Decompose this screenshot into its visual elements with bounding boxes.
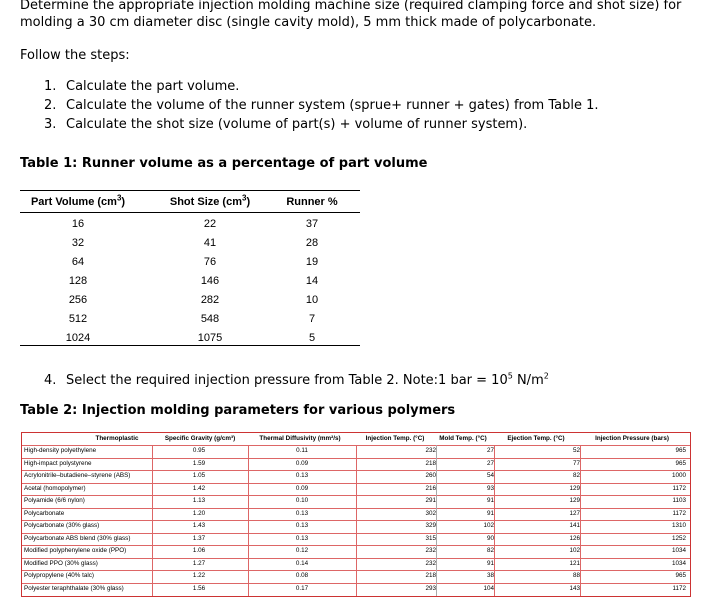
polymer-name: Acetal (homopolymer) <box>24 484 86 492</box>
polymer-name: Polycarbonate ABS blend (30% glass) <box>24 534 131 542</box>
polymer-name: Polypropylene (40% talc) <box>24 572 95 579</box>
runner-volume-table <box>20 190 360 346</box>
table2-cell: 1.22 <box>192 572 206 579</box>
table2-cell: 1.43 <box>192 522 206 529</box>
table2-cell: 0.95 <box>192 447 206 454</box>
table1-cell: 28 <box>305 237 319 249</box>
table2-cell: 1.13 <box>192 497 206 504</box>
follow-steps-label: Follow the steps: <box>20 48 130 63</box>
header-shot-size: Shot Size $(cm^3)$ <box>169 193 251 208</box>
table2-cell: 965 <box>675 572 686 579</box>
table1-cell: 7 <box>308 313 316 325</box>
table1-cell: 5 <box>308 332 316 344</box>
table1-cell: 19 <box>305 256 319 268</box>
table2-cell: 293 <box>425 584 436 592</box>
injection-parameters-table <box>21 432 691 597</box>
table2-cell: 91 <box>486 509 494 517</box>
table2-cell: 1103 <box>672 497 686 504</box>
table2-cell: 126 <box>569 534 580 542</box>
table2-cell: 91 <box>486 559 494 567</box>
table2-cell: 0.13 <box>295 472 309 479</box>
table2-cell: 1.42 <box>192 484 206 492</box>
table2-cell: 1034 <box>671 559 686 567</box>
table2-cell: 52 <box>572 447 580 454</box>
table2-cell: 82 <box>486 547 494 554</box>
column-divider <box>356 445 357 596</box>
table2-cell: 0.13 <box>295 522 309 529</box>
table2-cell: 1.56 <box>192 584 206 592</box>
header-part-volume: Part Volume $(cm^3)$ <box>30 193 126 208</box>
table2-header-cell: Injection Temp. (°C) <box>365 435 425 442</box>
table2-header-cell: Injection Pressure (bars) <box>595 435 669 442</box>
table2-cell: 0.09 <box>295 484 309 492</box>
table2-cell: 1310 <box>671 522 686 529</box>
table1-caption: Table 1: Runner volume as a percentage of part volume <box>20 156 428 171</box>
table2-cell: 93 <box>486 484 494 492</box>
step-item <box>44 78 239 95</box>
table2-cell: 218 <box>425 459 436 467</box>
table2-cell: 1.05 <box>192 472 206 479</box>
table2-cell: 232 <box>425 447 436 454</box>
polymer-name: Modified polyphenylene oxide (PPO) <box>24 547 127 554</box>
table2-cell: 0.09 <box>295 459 309 467</box>
table1-cell: 256 <box>68 294 88 306</box>
table2-cell: 302 <box>425 509 436 517</box>
table2-cell: 1172 <box>672 484 686 492</box>
table2-header-row <box>22 433 690 445</box>
table2-cell: 1034 <box>671 547 686 554</box>
polymer-name: Polycarbonate <box>24 509 65 517</box>
table2-caption: Table 2: Injection molding parameters for various polymers <box>20 403 456 418</box>
table1-cell: 32 <box>71 237 85 249</box>
step-item <box>44 97 599 114</box>
polymer-name: Polyamide (6/6 nylon) <box>24 497 85 504</box>
table2-cell: 27 <box>486 447 494 454</box>
column-divider <box>436 445 437 596</box>
table2-cell: 329 <box>425 522 436 529</box>
table2-cell: 0.17 <box>295 584 309 592</box>
table2-cell: 965 <box>675 459 686 467</box>
step-item: 4. Select the required injection pressure from Table 2. Note:1 bar = $10^5$ $N/m^2$ <box>44 371 549 388</box>
table2-cell: 260 <box>425 472 436 479</box>
table2-cell: 77 <box>572 459 580 467</box>
table2-cell: 88 <box>572 572 580 579</box>
step-text: Calculate the volume of the runner system (sprue+ runner + gates) from Table 1. <box>66 98 599 113</box>
table2-cell: 54 <box>486 472 494 479</box>
table2-cell: 1.27 <box>192 559 206 567</box>
polymer-name: Modified PPO (30% glass) <box>24 559 98 567</box>
table2-cell: 1.37 <box>192 534 206 542</box>
column-divider <box>152 445 153 596</box>
step-item <box>44 116 527 133</box>
polymer-name: High-impact polystyrene <box>24 459 92 467</box>
table1-cell: 37 <box>305 218 319 230</box>
table2-cell: 129 <box>569 497 580 504</box>
table2-cell: 1.59 <box>192 459 206 467</box>
table1-cell: 22 <box>203 218 217 230</box>
polymer-name: High-density polyethylene <box>24 447 97 454</box>
table2-cell: 0.10 <box>295 497 309 504</box>
table1-cell: 1024 <box>65 332 91 344</box>
table2-header-cell: Thermoplastic <box>95 435 139 442</box>
step-text: Calculate the shot size (volume of part(s) + volume of runner system). <box>66 117 528 132</box>
column-divider <box>248 445 249 596</box>
table2-cell: 129 <box>569 484 580 492</box>
table2-header-cell: Mold Temp. (°C) <box>439 435 487 442</box>
table1-cell: 76 <box>203 256 217 268</box>
table1-cell: 282 <box>200 294 220 306</box>
polymer-name: Polyester teraphthalate (30% glass) <box>24 584 124 592</box>
step-number: 1. <box>44 79 57 94</box>
table2-cell: 82 <box>572 472 580 479</box>
table1-cell: 512 <box>68 313 88 325</box>
table2-cell: 121 <box>569 559 580 567</box>
table2-cell: 38 <box>486 572 494 579</box>
table2-cell: 1000 <box>671 472 686 479</box>
table1-cell: 64 <box>71 256 85 268</box>
table2-cell: 102 <box>569 547 580 554</box>
table2-header-cell: Ejection Temp. (°C) <box>507 435 565 442</box>
table2-cell: 0.14 <box>295 559 309 567</box>
table2-cell: 218 <box>425 572 436 579</box>
table1-cell: 128 <box>68 275 88 287</box>
table2-cell: 1252 <box>671 534 686 542</box>
table2-cell: 143 <box>569 584 580 592</box>
table1-cell: 10 <box>305 294 319 306</box>
table1-cell: 16 <box>71 218 85 230</box>
step-number: 3. <box>44 117 57 132</box>
polymer-name: Polycarbonate (30% glass) <box>24 522 100 529</box>
table2-cell: 91 <box>486 497 494 504</box>
table2-cell: 104 <box>483 584 494 592</box>
table1-cell: 548 <box>200 313 220 325</box>
table2-cell: 965 <box>675 447 686 454</box>
table2-cell: 1172 <box>672 584 686 592</box>
table1-cell: 146 <box>200 275 220 287</box>
table1-header-row <box>20 191 360 213</box>
table2-cell: 0.13 <box>295 509 309 517</box>
step-number: 4. <box>44 373 57 388</box>
table2-cell: 291 <box>425 497 436 504</box>
table2-cell: 102 <box>483 522 494 529</box>
step-text: Calculate the part volume. <box>66 79 240 94</box>
polymer-name: Acrylonitrile–butadiene–styrene (ABS) <box>24 472 131 479</box>
table2-cell: 232 <box>425 559 436 567</box>
step-text: Select the required injection pressure from Table 2. Note:1 bar = 10 <box>66 373 508 388</box>
table2-header-cell: Thermal Diffusivity (mm²/s) <box>259 435 341 442</box>
table2-cell: 141 <box>569 522 580 529</box>
table2-cell: 0.12 <box>295 547 309 554</box>
table2-cell: 0.13 <box>295 534 309 542</box>
table2-cell: 1.20 <box>192 509 206 517</box>
table1-cell: 14 <box>305 275 319 287</box>
table1-cell: 41 <box>203 237 217 249</box>
table2-cell: 90 <box>486 534 494 542</box>
table2-cell: 216 <box>425 484 436 492</box>
table2-header-cell: Specific Gravity (g/cm³) <box>164 435 236 442</box>
table2-cell: 0.08 <box>295 572 309 579</box>
column-divider <box>494 445 495 596</box>
table2-cell: 27 <box>486 459 494 467</box>
table2-cell: 1172 <box>672 509 686 517</box>
table1-cell: 1075 <box>197 332 223 344</box>
table2-cell: 1.06 <box>192 547 206 554</box>
step-number: 2. <box>44 98 57 113</box>
table2-cell: 315 <box>425 534 436 542</box>
table2-cell: 127 <box>569 509 580 517</box>
table2-cell: 0.11 <box>296 447 308 454</box>
header-runner-percent: Runner % <box>286 196 338 208</box>
column-divider <box>580 445 581 596</box>
intro-paragraph: Determine the appropriate injection molding machine size (required clamping force and shot size) for molding a 30 cm diameter disc (single cavity mold), 5 mm thick made of polycarbonate. <box>20 0 682 30</box>
table2-cell: 232 <box>425 547 436 554</box>
